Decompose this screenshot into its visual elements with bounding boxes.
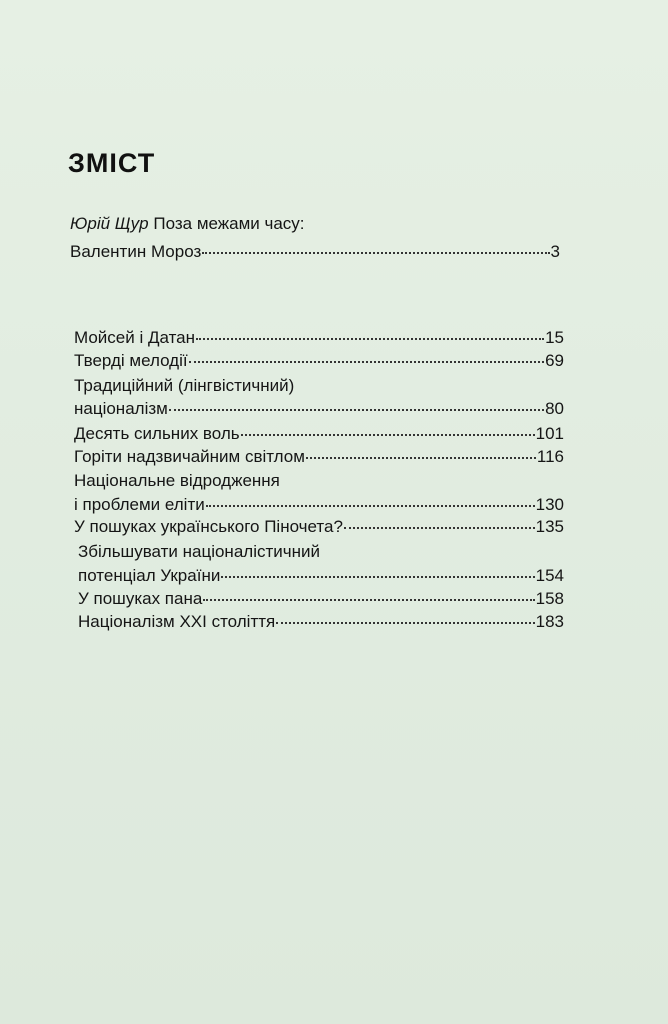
toc-entry (74, 423, 564, 444)
toc-page-number: 69 (545, 351, 564, 370)
page-title: ЗМІСТ (68, 148, 156, 178)
toc-entry-label: націоналізм (74, 399, 168, 418)
toc-leader-dots (221, 575, 534, 578)
toc-entry-intro-line (70, 241, 560, 262)
toc-entry-label: потенціал України (78, 566, 221, 585)
toc-page-number: 101 (535, 424, 564, 443)
toc-entry-first-line: Традиційний (лінгвістичний) (74, 376, 295, 395)
toc-entry-label: Десять сильних воль (74, 424, 240, 443)
toc-entry (74, 541, 564, 586)
toc-entry (74, 375, 564, 419)
toc-entry (74, 516, 564, 537)
toc-author: Юрій Щур (70, 214, 149, 233)
toc-entry-label: і проблеми еліти (74, 495, 205, 514)
toc-leader-dots (202, 251, 549, 254)
toc-entry-label: У пошуках українського Піночета? (74, 517, 343, 536)
toc-entry (74, 350, 564, 371)
toc-entry-first-line: Збільшувати націоналістичний (78, 542, 320, 561)
toc-page-number: 130 (535, 495, 564, 514)
toc-entry-intro-title: Поза межами часу: (153, 214, 305, 233)
toc-entry-label: У пошуках пана (78, 589, 203, 608)
toc-leader-dots (169, 408, 544, 411)
toc-page-number: 183 (535, 612, 564, 631)
toc-page-number: 154 (535, 566, 564, 585)
toc-entry-label: Націоналізм XXI століття (78, 612, 276, 631)
toc-page-number: 135 (535, 517, 564, 536)
toc-leader-dots (203, 598, 534, 601)
toc-entry (74, 611, 564, 632)
toc-entry (74, 446, 564, 467)
toc-entry (74, 327, 564, 348)
toc-leader-dots (344, 526, 535, 529)
toc-leader-dots (306, 456, 536, 459)
toc-entry-label: Валентин Мороз (70, 242, 202, 261)
toc-leader-dots (206, 504, 535, 507)
toc-entry-label: Мойсей і Датан (74, 328, 196, 347)
toc-entry-intro-heading (70, 213, 560, 234)
toc-page-number: 3 (550, 242, 560, 261)
toc-entry-first-line: Національне відродження (74, 471, 280, 490)
toc-page-number: 80 (545, 399, 564, 418)
toc-page-number: 158 (535, 589, 564, 608)
toc-leader-dots (241, 433, 535, 436)
toc-leader-dots (196, 337, 544, 340)
toc-entry-label: Горіти надзвичайним світлом (74, 447, 305, 466)
toc-leader-dots (189, 360, 544, 363)
toc-leader-dots (276, 621, 534, 624)
toc-entry (74, 470, 564, 515)
toc-page-number: 116 (536, 447, 564, 466)
toc-entry (74, 588, 564, 609)
toc-page-number: 15 (545, 328, 564, 347)
toc-entry-label: Тверді мелодії (74, 351, 188, 370)
toc-entry-intro (70, 213, 560, 262)
